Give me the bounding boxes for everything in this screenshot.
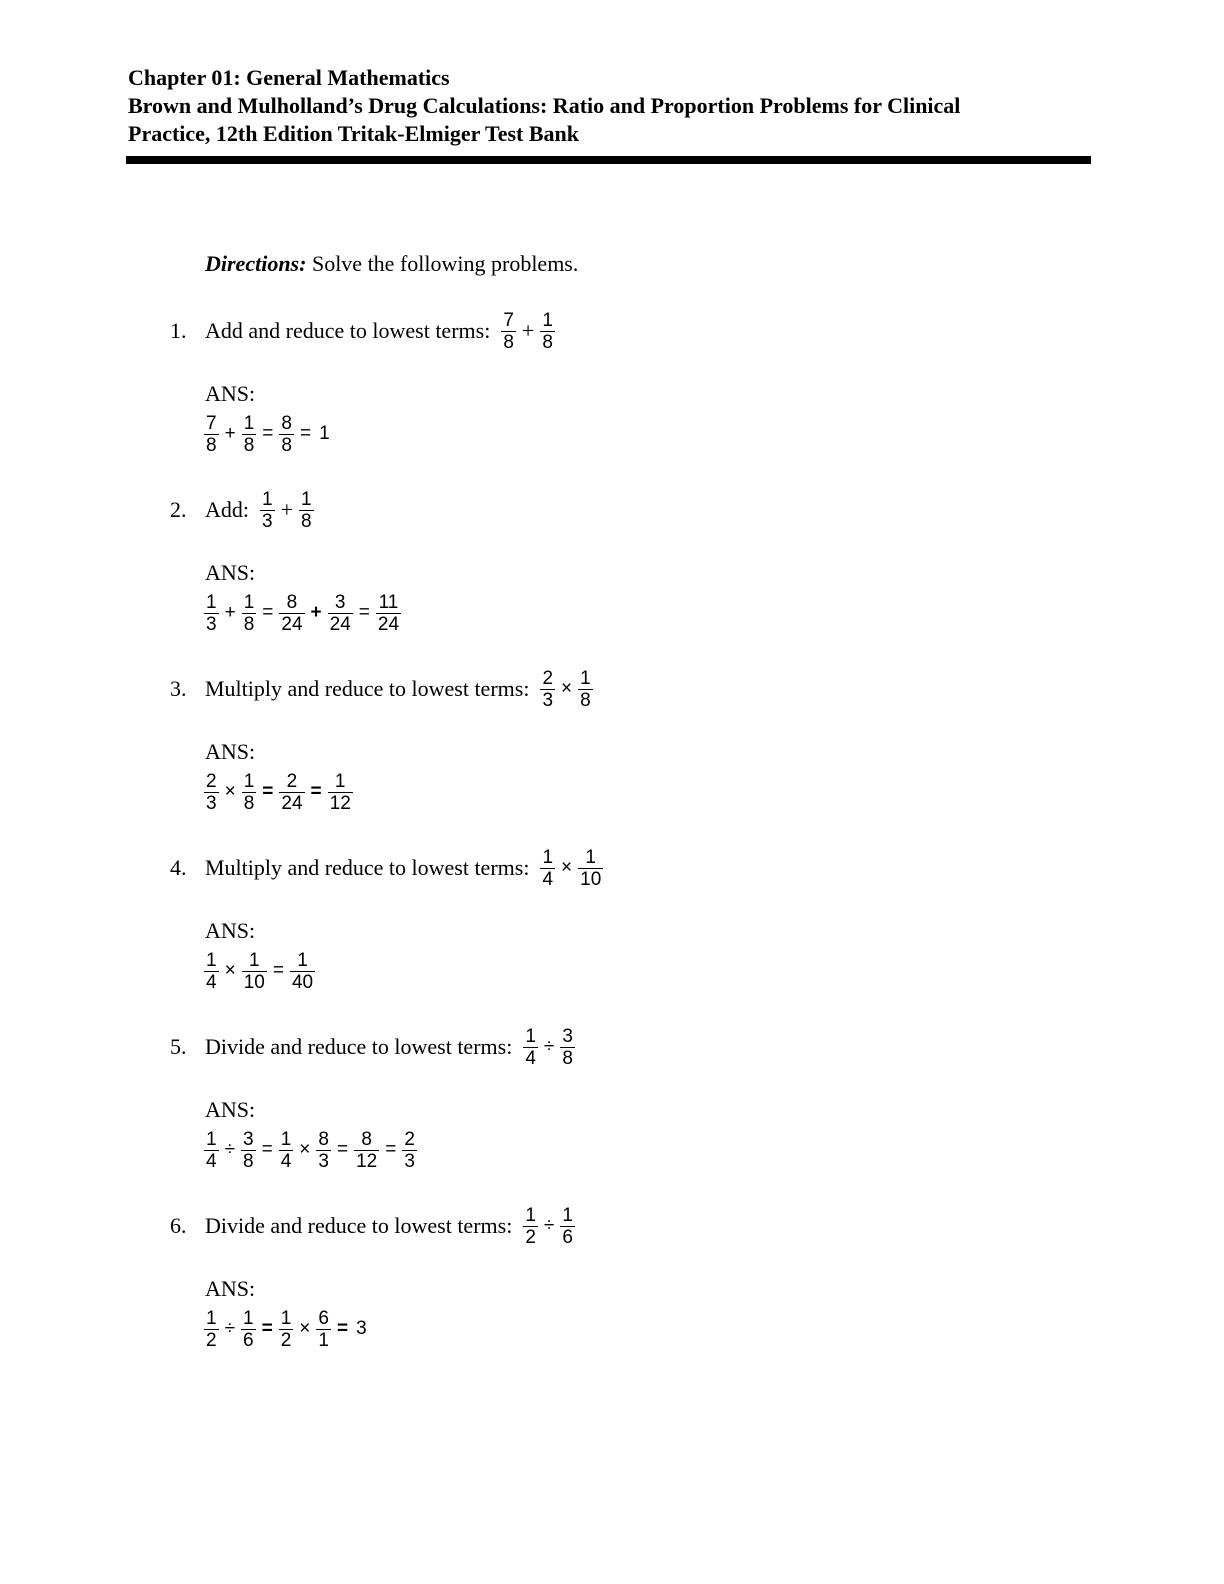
fraction [203,1308,220,1351]
denominator: 3 [206,792,217,814]
question-3 [170,659,594,719]
numerator: 11 [378,591,399,613]
question-prompt: Divide and reduce to lowest terms: [205,1213,513,1238]
denominator: 1 [318,1329,329,1351]
equals-sign: = [310,781,322,802]
denominator: 2 [206,1329,217,1351]
numerator: 1 [243,1307,254,1329]
numerator: 1 [301,488,312,510]
numerator: 1 [206,1307,217,1329]
answer-label: ANS: [205,1276,256,1301]
chapter-title: Chapter 01: General Mathematics [128,65,450,90]
question-prompt: Add and reduce to lowest terms: [205,318,491,343]
fraction [203,592,220,635]
question-expression [522,1026,576,1069]
numerator: 3 [243,1128,254,1150]
fraction [278,771,305,814]
fraction [203,771,220,814]
answer-expression-1 [203,408,330,460]
fraction [500,310,517,353]
denominator: 4 [206,1150,217,1172]
numerator: 1 [542,309,553,331]
denominator: 3 [318,1150,329,1172]
numerator: 1 [206,1128,217,1150]
numerator: 8 [361,1128,372,1150]
numerator: 1 [562,1204,573,1226]
question-6 [170,1196,576,1256]
equals-sign: = [261,1139,273,1160]
denominator: 3 [542,689,554,711]
operator: × [561,678,573,699]
fraction [241,592,258,635]
denominator: 4 [525,1047,536,1069]
numerator: 1 [525,1025,536,1047]
equals-sign: = [299,423,312,444]
denominator: 24 [281,792,303,814]
operator: + [521,318,535,343]
fraction [327,771,354,814]
answer-label: ANS: [205,739,256,764]
numerator: 8 [318,1128,329,1150]
fraction [401,1129,418,1172]
answer-expression-2 [203,587,402,639]
equals-sign: = [262,423,274,444]
question-expression [500,310,556,353]
fraction [240,1129,257,1172]
directions-text: Solve the following problems. [306,251,579,276]
numerator: 1 [206,591,217,613]
answer-expression-5 [203,1124,418,1176]
numerator: 7 [206,412,217,434]
answer-label: ANS: [205,560,256,585]
fraction [539,847,556,890]
document-header [128,64,1088,148]
denominator: 24 [329,613,351,635]
denominator: 12 [356,1150,378,1172]
numerator: 1 [248,949,260,971]
question-expression [539,847,604,890]
result-value: 3 [356,1318,367,1339]
fraction [353,1129,380,1172]
question-expression [539,668,593,711]
answer-expression-4 [203,945,316,997]
numerator: 1 [262,488,273,510]
denominator: 8 [243,434,255,456]
denominator: 24 [281,613,303,635]
fraction [241,413,258,456]
fraction [315,1129,332,1172]
operator: ÷ [224,1318,236,1339]
question-expression [522,1205,576,1248]
question-number: 2. [170,497,187,522]
equals-sign: = [336,1139,349,1160]
fraction [577,847,604,890]
fraction [203,1129,220,1172]
fraction [327,592,354,635]
fraction [203,413,220,456]
denominator: 8 [301,510,312,532]
numerator: 3 [562,1025,573,1047]
question-prompt: Multiply and reduce to lowest terms: [205,855,530,880]
equals-sign: = [336,1318,349,1339]
denominator: 10 [243,971,265,993]
operator: × [299,1139,311,1160]
operator: + [224,423,236,444]
denominator: 6 [562,1226,573,1248]
operator: ÷ [543,1036,555,1057]
equals-sign: = [272,960,284,981]
fraction [203,950,220,993]
denominator: 8 [580,689,591,711]
numerator: 6 [318,1307,329,1329]
denominator: 8 [503,331,514,353]
numerator: 1 [243,591,255,613]
numerator: 1 [280,1128,292,1150]
denominator: 2 [280,1329,292,1351]
numerator: 8 [281,412,292,434]
operator: + [310,602,322,623]
numerator: 1 [280,1307,292,1329]
question-number: 1. [170,318,187,343]
fraction [577,668,594,711]
operator: × [561,857,573,878]
denominator: 3 [206,613,217,635]
denominator: 4 [206,971,217,993]
numerator: 1 [243,770,255,792]
numerator: 1 [542,846,554,868]
denominator: 10 [580,868,602,890]
answer-expression-6 [203,1303,367,1355]
equals-sign: = [262,602,274,623]
question-prompt: Add: [205,497,249,522]
equals-sign: = [385,1139,397,1160]
denominator: 4 [280,1150,292,1172]
numerator: 2 [206,770,217,792]
denominator: 6 [243,1329,254,1351]
fraction [289,950,316,993]
operator: × [299,1318,311,1339]
directions-label: Directions: [205,251,307,276]
question-2 [170,480,315,540]
question-1 [170,301,556,361]
operator: × [224,960,236,981]
denominator: 24 [377,613,400,635]
numerator: 3 [334,591,346,613]
fraction [278,1129,295,1172]
answer-label: ANS: [205,918,256,943]
answer-expression-3 [203,766,354,818]
denominator: 3 [404,1150,415,1172]
numerator: 1 [585,846,596,868]
operator: + [224,602,236,623]
fraction [241,771,258,814]
equals-sign: = [261,1318,273,1339]
equals-sign: = [262,781,274,802]
denominator: 8 [243,1150,254,1172]
denominator: 3 [262,510,273,532]
directions [205,250,578,278]
numerator: 7 [503,309,514,331]
question-expression [259,489,315,532]
fraction [522,1205,539,1248]
numerator: 2 [542,667,554,689]
fraction [315,1308,332,1351]
fraction [259,489,276,532]
answer-label: ANS: [205,1097,256,1122]
fraction [375,592,402,635]
question-prompt: Divide and reduce to lowest terms: [205,1034,513,1059]
numerator: 2 [286,770,298,792]
fraction [278,413,295,456]
denominator: 4 [542,868,554,890]
answer-label: ANS: [205,381,256,406]
equals-sign: = [358,602,370,623]
denominator: 12 [329,792,351,814]
numerator: 1 [243,412,255,434]
fraction [539,668,556,711]
book-title-line2: Practice, 12th Edition Tritak-Elmiger Test Bank [128,121,580,146]
denominator: 8 [281,434,292,456]
question-prompt: Multiply and reduce to lowest terms: [205,676,530,701]
fraction [241,950,268,993]
denominator: 40 [291,971,314,993]
denominator: 8 [243,613,255,635]
numerator: 2 [404,1128,415,1150]
fraction [278,592,305,635]
question-5 [170,1017,576,1077]
book-title-line1: Brown and Mulholland’s Drug Calculations: Ratio and Proportion Problems for Clinical [128,93,961,118]
numerator: 1 [297,949,308,971]
fraction [559,1026,576,1069]
fraction [298,489,315,532]
result-value: 1 [319,423,330,444]
question-number: 4. [170,855,187,880]
denominator: 8 [206,434,217,456]
numerator: 8 [286,591,298,613]
fraction [240,1308,257,1351]
operator: ÷ [224,1139,236,1160]
denominator: 2 [525,1226,536,1248]
question-number: 3. [170,676,187,701]
header-rule [126,156,1091,164]
numerator: 1 [334,770,346,792]
fraction [539,310,556,353]
numerator: 1 [206,949,217,971]
fraction [522,1026,539,1069]
question-number: 6. [170,1213,187,1238]
fraction [559,1205,576,1248]
numerator: 1 [580,667,591,689]
operator: + [280,497,293,522]
denominator: 8 [243,792,255,814]
numerator: 1 [525,1204,536,1226]
question-number: 5. [170,1034,187,1059]
fraction [278,1308,295,1351]
denominator: 8 [542,331,553,353]
question-4 [170,838,604,898]
operator: × [224,781,236,802]
operator: ÷ [543,1215,555,1236]
denominator: 8 [562,1047,573,1069]
